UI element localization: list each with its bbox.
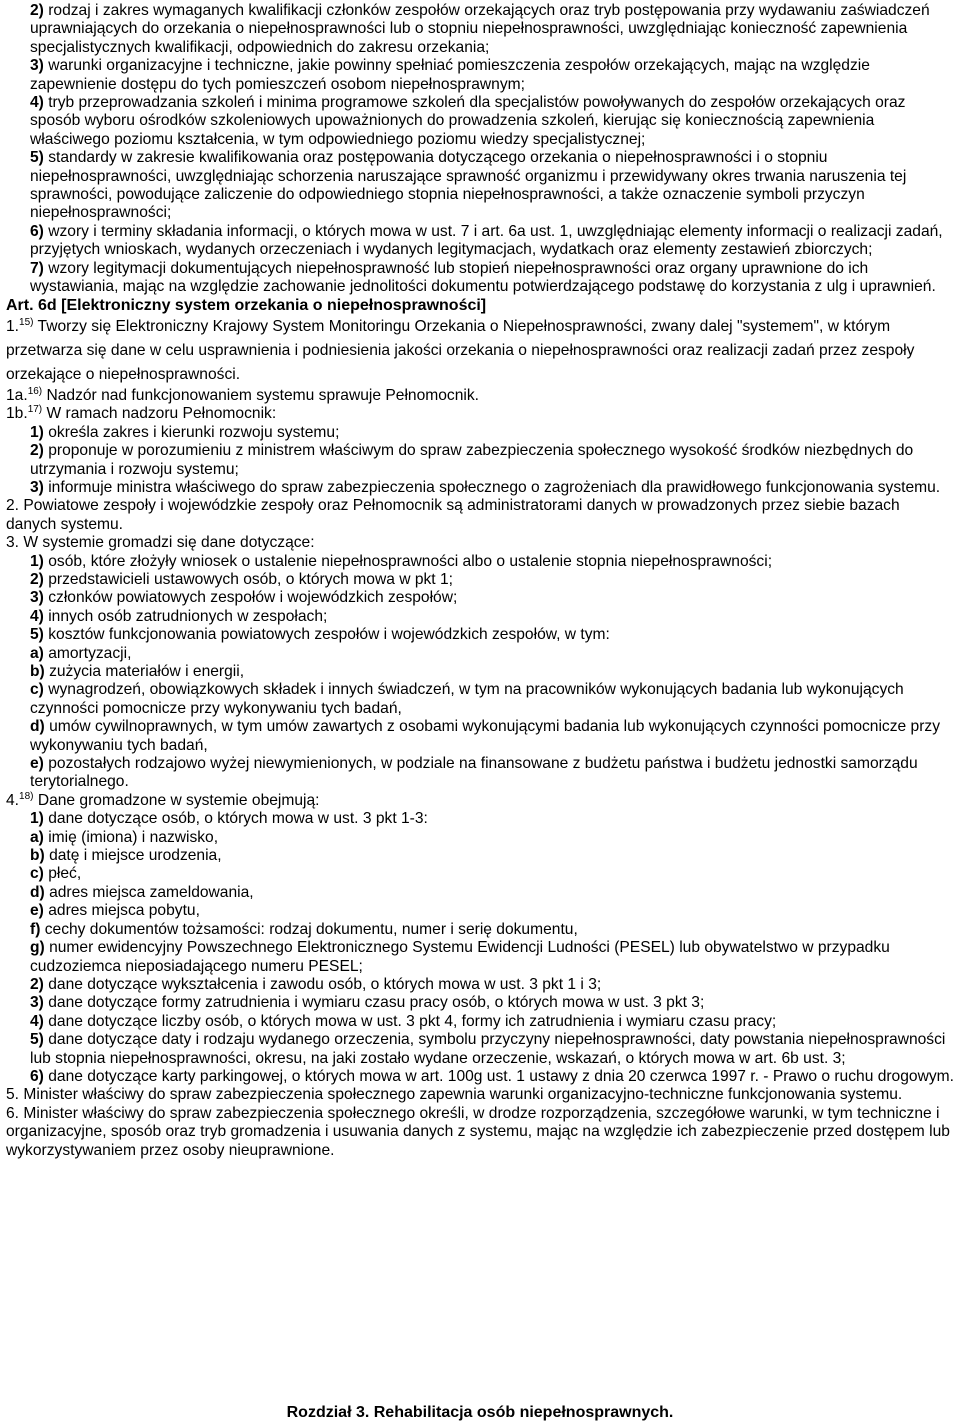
item-label: 3): [30, 589, 44, 607]
item-label: 5): [30, 626, 44, 644]
item-label: 1): [30, 810, 44, 828]
sub-list-item: [6, 663, 954, 681]
paragraph-ust-1: [6, 315, 954, 387]
article-heading: Art. 6d [Elektroniczny system orzekania o niepełnosprawności]: [6, 296, 487, 314]
paragraph-number: 1a.: [6, 386, 28, 404]
item-text: warunki organizacyjne i techniczne, jakie powinny spełniać pomieszczenia zespołów orzekających, mając na względzie zapewnienie dostępu do tych pomieszczeń osobom niepełnosprawnym;: [30, 57, 870, 93]
item-label: b): [30, 847, 45, 865]
list-item: [6, 442, 954, 479]
paragraph-text: W systemie gromadzi się dane dotyczące:: [23, 534, 315, 552]
item-label: a): [30, 828, 44, 846]
item-text: standardy w zakresie kwalifikowania oraz postępowania dotyczącego orzekania o niepełnosprawności i o stopniu niepełnosprawności, uwzględniając schorzenia naruszające sprawność organizmu i przewidywany okres trwania naruszenia tej sprawności, powodujące zaliczenie do odpowiedniego stopnia niepełnosprawności, a także oznaczenie symboli przyczyn niepełnosprawności;: [30, 149, 907, 222]
item-label: 6): [30, 1067, 44, 1085]
paragraph-ust-1b: [6, 405, 954, 423]
item-text: członków powiatowych zespołów i wojewódzkich zespołów;: [48, 589, 458, 607]
paragraph-number: 2.: [6, 497, 20, 515]
item-text: informuje ministra właściwego do spraw zabezpieczenia społecznego o zagrożeniach dla prawidłowego funkcjonowania systemu.: [48, 478, 941, 496]
item-text: cechy dokumentów tożsamości: rodzaj dokumentu, numer i serię dokumentu,: [44, 920, 578, 938]
list-item: [6, 626, 954, 644]
sub-list-item: [6, 902, 954, 920]
item-text: wzory i terminy składania informacji, o których mowa w ust. 7 i art. 6a ust. 1, uwzględniając elementy informacji o realizacji zadań, przyjętych wnioskach, wydanych orzeczeniach i wydanych legitymacjach, wydatkach oraz elementy zestawień zbiorczych;: [30, 222, 943, 259]
paragraph-number: 1b.: [6, 405, 28, 423]
paragraph-text: Tworzy się Elektroniczny Krajowy System Monitoringu Orzekania o Niepełnosprawności, zwany dalej "systemem", w którym przetwarza się dane w celu usprawnienia i podniesienia jakości orzekania o niepełnosprawności oraz realizacji zadań przez zespoły orzekające o niepełnosprawności.: [6, 317, 915, 383]
paragraph-ust-1a: [6, 387, 954, 405]
list-item: [6, 424, 954, 442]
list-item: [6, 994, 954, 1012]
item-text: dane dotyczące karty parkingowej, o których mowa w art. 100g ust. 1 ustawy z dnia 20 czerwca 1997 r. - Prawo o ruchu drogowym.: [48, 1067, 954, 1085]
item-text: wynagrodzeń, obowiązkowych składek i innych świadczeń, w tym na pracowników wykonujących badania lub wykonujących czynności pomocnicze przy wykonywaniu tych badań,: [30, 681, 904, 717]
list-item: [6, 553, 954, 571]
item-label: d): [30, 883, 45, 901]
list-item: [6, 810, 954, 828]
sub-list-item: [6, 755, 954, 792]
list-item: [6, 589, 954, 607]
paragraph-text: Powiatowe zespoły i wojewódzkie zespoły oraz Pełnomocnik są administratorami danych w prowadzonych przez siebie bazach danych systemu.: [6, 497, 900, 533]
list-item: [6, 2, 954, 57]
item-text: osób, które złożyły wniosek o ustalenie niepełnosprawności albo o ustalenie stopnia niepełnosprawności;: [48, 552, 773, 570]
item-text: tryb przeprowadzania szkoleń i minima programowe szkoleń dla specjalistów powoływanych do zespołów orzekających oraz sposób wyboru ośrodków szkoleniowych upoważnionych do prowadzenia szkoleń, kierując się koniecznością zapewnienia właściwego poziomu kształcenia, w tym odpowiedniego poziomu wiedzy specjalistycznej;: [30, 94, 906, 148]
item-label: 2): [30, 2, 44, 19]
list-item: [6, 571, 954, 589]
item-label: 2): [30, 442, 44, 460]
item-label: e): [30, 902, 44, 920]
paragraph-ust-2: [6, 497, 954, 534]
item-label: 3): [30, 994, 44, 1012]
footnote-ref: 16): [27, 385, 43, 397]
item-label: 2): [30, 570, 44, 588]
item-text: dane dotyczące liczby osób, o których mowa w ust. 3 pkt 4, formy ich zatrudnienia i wymiaru czasu pracy;: [48, 1012, 777, 1030]
sub-list-item: [6, 921, 954, 939]
sub-list-item: [6, 884, 954, 902]
item-text: dane dotyczące formy zatrudnienia i wymiaru czasu pracy osób, o których mowa w ust. 3 pkt 3;: [48, 994, 705, 1012]
list-item: [6, 1031, 954, 1068]
list-item: [6, 223, 954, 260]
item-text: adres miejsca zameldowania,: [49, 883, 254, 901]
paragraph-text: Minister właściwy do spraw zabezpieczenia społecznego określi, w drodze rozporządzenia, szczegółowe warunki, w tym techniczne i organizacyjne, sposób oraz tryb gromadzenia i usuwania danych z systemu, mając na względzie ich zabezpieczenie przed dostępem lub wykorzystywaniem przez osoby nieuprawnione.: [6, 1104, 950, 1159]
list-item: [6, 149, 954, 223]
item-text: proponuje w porozumieniu z ministrem właściwym do spraw zabezpieczenia społecznego wysokość środków niezbędnych do utrzymania i rozwoju systemu;: [30, 442, 914, 478]
item-label: 3): [30, 57, 44, 75]
list-item: [6, 1013, 954, 1031]
paragraph-ust-3: [6, 534, 954, 552]
list-item: [6, 94, 954, 149]
item-text: kosztów funkcjonowania powiatowych zespołów i wojewódzkich zespołów, w tym:: [48, 626, 610, 644]
paragraph-ust-4: [6, 792, 954, 810]
footnote-ref: 15): [19, 316, 34, 328]
item-label: 1): [30, 552, 44, 570]
paragraph-ust-5: [6, 1086, 954, 1104]
paragraph-number: 1.: [6, 317, 20, 335]
item-text: rodzaj i zakres wymaganych kwalifikacji członków zespołów orzekających oraz tryb postępowania przy wydawaniu zaświadczeń uprawniających do orzekania o niepełnosprawności lub o stopniu niepełnosprawności, uwzględniając konieczność zapewnienia specjalistycznych kwalifikacji, odpowiednich do zakresu orzekania;: [30, 2, 930, 56]
list-item: [6, 1068, 954, 1086]
sub-list-item: [6, 718, 954, 755]
item-label: 3): [30, 478, 44, 496]
item-label: 6): [30, 222, 44, 240]
item-label: 4): [30, 1012, 44, 1030]
item-label: c): [30, 865, 44, 883]
item-label: d): [30, 718, 45, 736]
item-label: f): [30, 920, 41, 938]
sub-list-item: [6, 681, 954, 718]
item-text: dane dotyczące daty i rodzaju wydanego orzeczenia, symbolu przyczyny niepełnosprawności, daty powstania niepełnosprawności lub stopnia niepełnosprawności, okresu, na jaki zostało wydane orzeczenie, wskazań, o których mowa w art. 6b ust. 3;: [30, 1031, 946, 1067]
item-text: dane dotyczące wykształcenia i zawodu osób, o których mowa w ust. 3 pkt 1 i 3;: [48, 975, 602, 993]
item-label: 1): [30, 423, 44, 441]
paragraph-number: 3.: [6, 534, 20, 552]
chapter-heading: Rozdział 3. Rehabilitacja osób niepełnosprawnych.: [286, 1404, 674, 1421]
footnote-ref: 17): [27, 404, 43, 416]
list-item: [6, 479, 954, 497]
sub-list-item: [6, 865, 954, 883]
sub-list-item: [6, 645, 954, 663]
item-label: 5): [30, 1031, 44, 1049]
paragraph-text: Nadzór nad funkcjonowaniem systemu sprawuje Pełnomocnik.: [46, 386, 479, 404]
item-label: a): [30, 644, 44, 662]
item-text: pozostałych rodzajowo wyżej niewymienionych, w podziale na finansowane z budżetu państwa i budżetu jednostki samorządu terytorialnego.: [30, 755, 918, 791]
paragraph-text: Minister właściwy do spraw zabezpieczenia społecznego zapewnia warunki organizacyjno-techniczne funkcjonowania systemu.: [23, 1086, 903, 1104]
item-label: b): [30, 663, 45, 680]
paragraph-text: Dane gromadzone w systemie obejmują:: [37, 791, 320, 809]
item-text: wzory legitymacji dokumentujących niepełnosprawność lub stopień niepełnosprawności oraz organy uprawnione do ich wystawiania, mając na względzie zachowanie jednolitości dokumentu potwierdzającego podstawę do korzystania z ulg i uprawnień.: [30, 259, 936, 296]
item-label: 4): [30, 94, 44, 112]
item-label: g): [30, 939, 45, 957]
paragraph-number: 5.: [6, 1086, 20, 1104]
item-text: dane dotyczące osób, o których mowa w ust. 3 pkt 1-3:: [48, 810, 428, 828]
sub-list-item: [6, 847, 954, 865]
paragraph-number: 4.: [6, 791, 20, 809]
footnote-ref: 18): [19, 790, 34, 802]
item-label: 2): [30, 975, 44, 993]
item-text: płeć,: [48, 865, 82, 883]
item-label: 7): [30, 259, 44, 277]
list-item: [6, 976, 954, 994]
item-text: adres miejsca pobytu,: [48, 902, 200, 920]
item-text: zużycia materiałów i energii,: [49, 663, 245, 680]
item-text: datę i miejsce urodzenia,: [49, 847, 222, 865]
list-item: [6, 57, 954, 94]
item-text: przedstawicieli ustawowych osób, o których mowa w pkt 1;: [48, 570, 453, 588]
item-label: 4): [30, 607, 44, 625]
paragraph-text: W ramach nadzoru Pełnomocnik:: [46, 405, 277, 423]
item-text: innych osób zatrudnionych w zespołach;: [48, 607, 328, 625]
item-text: określa zakres i kierunki rozwoju systemu;: [48, 423, 340, 441]
sub-list-item: [6, 829, 954, 847]
paragraph-number: 6.: [6, 1104, 20, 1122]
list-item: [6, 260, 954, 297]
item-label: e): [30, 755, 44, 773]
item-text: imię (imiona) i nazwisko,: [48, 828, 219, 846]
item-text: amortyzacji,: [48, 644, 132, 662]
item-label: 5): [30, 149, 44, 167]
item-text: numer ewidencyjny Powszechnego Elektronicznego Systemu Ewidencji Ludności (PESEL) lub obywatelstwo w przypadku cudzoziemca nieposiadającego numeru PESEL;: [30, 939, 890, 975]
sub-list-item: [6, 939, 954, 976]
list-item: [6, 608, 954, 626]
item-text: umów cywilnoprawnych, w tym umów zawartych z osobami wykonującymi badania lub wykonujących czynności pomocnicze przy wykonywaniu tych badań,: [30, 718, 940, 754]
paragraph-ust-6: [6, 1105, 954, 1160]
item-label: c): [30, 681, 44, 699]
